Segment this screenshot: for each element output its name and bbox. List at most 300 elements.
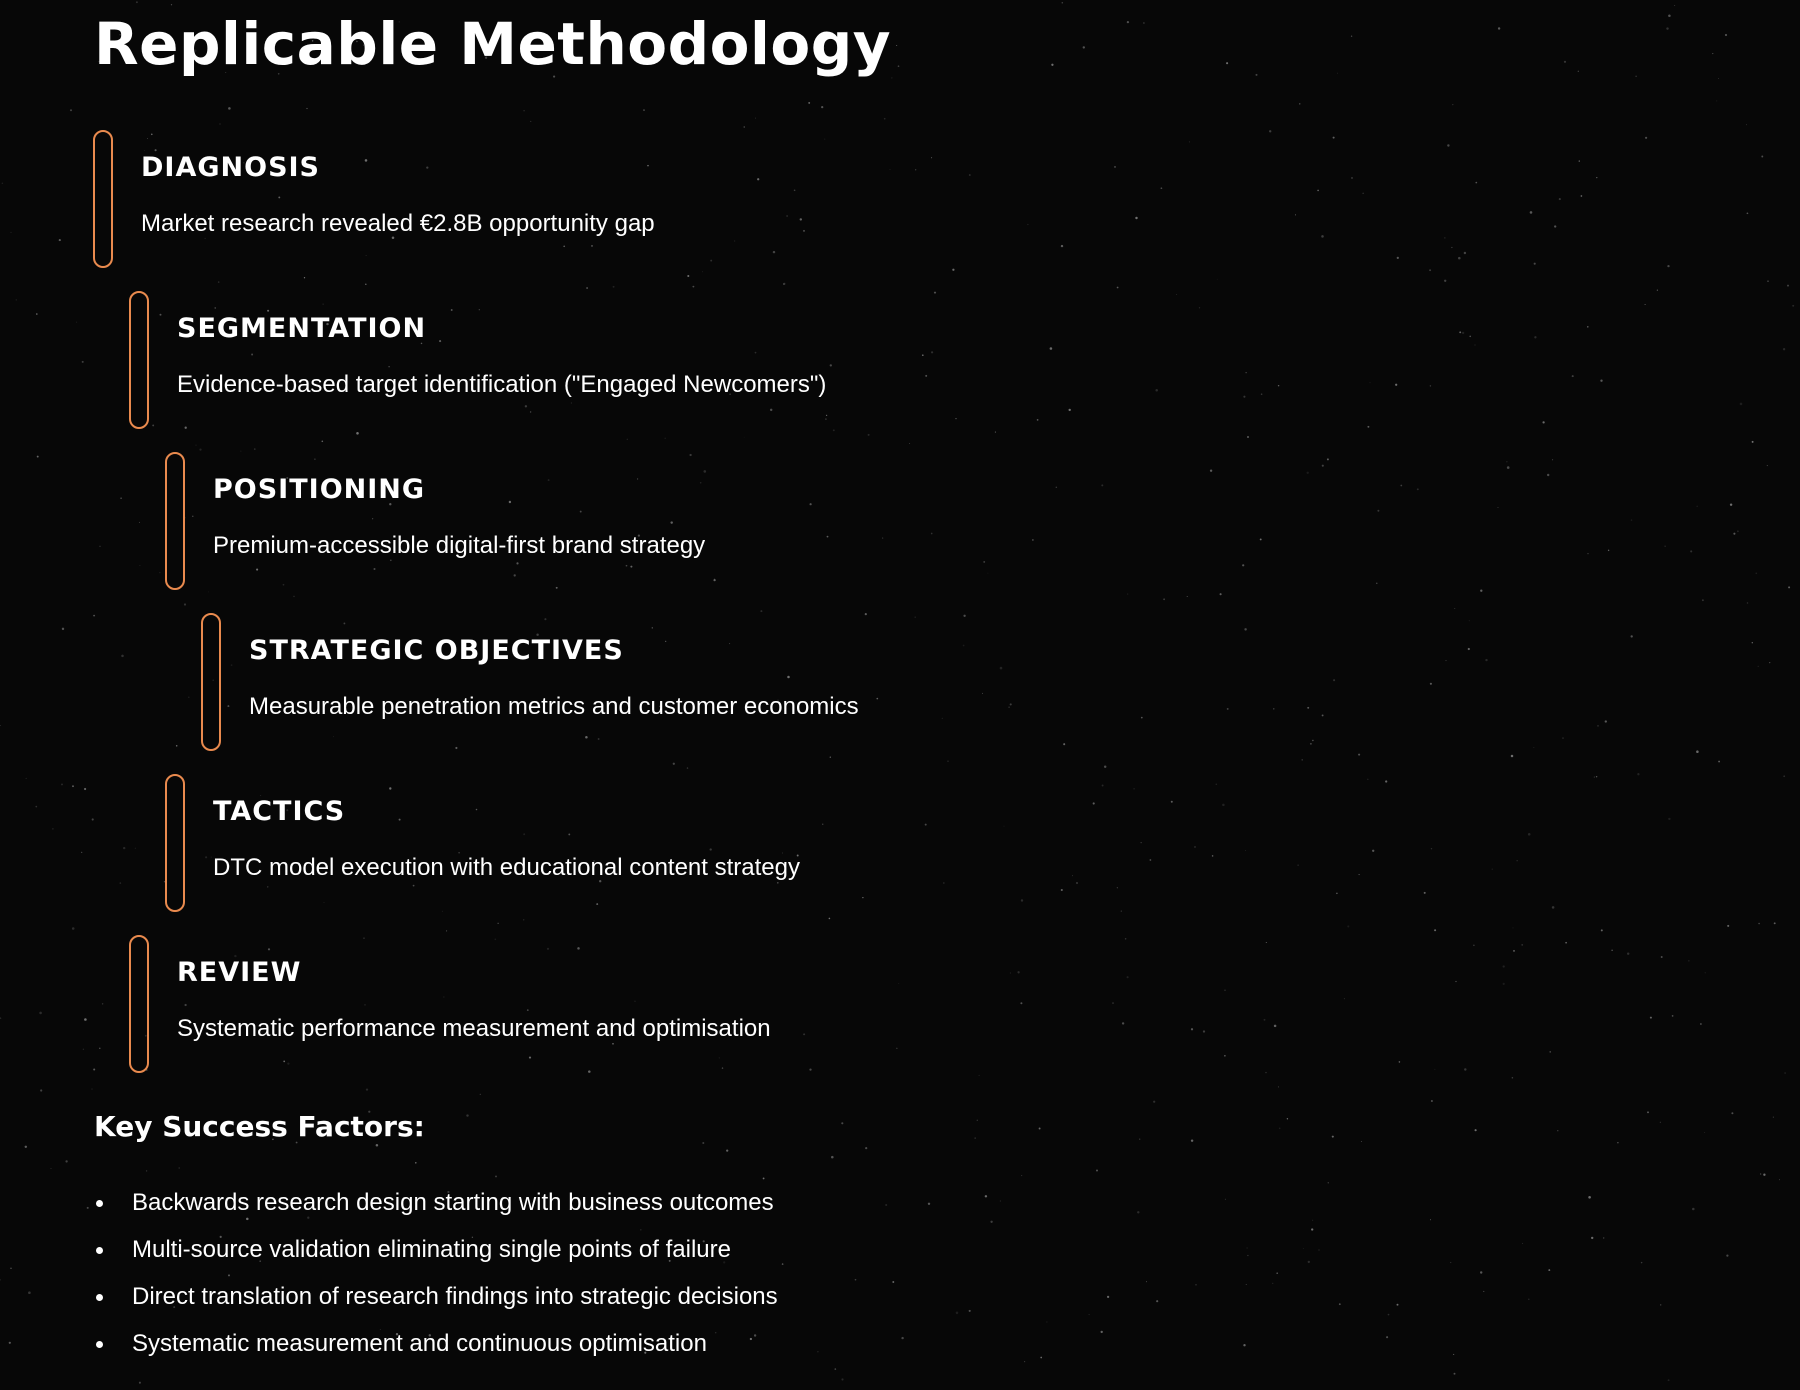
star-dot [826,415,827,416]
star-dot [704,470,707,473]
star-dot [1102,785,1104,787]
star-dot [1534,263,1536,265]
star-dot [1503,983,1505,985]
star-dot [1107,1296,1109,1298]
star-dot [227,705,229,707]
star-dot [1133,788,1135,790]
star-dot [1688,960,1689,961]
star-dot [884,118,886,120]
star-dot [278,196,280,198]
star-dot [898,983,899,984]
star-dot [1278,1086,1279,1087]
star-dot [195,444,196,445]
star-dot [744,126,745,127]
star-dot [293,596,295,598]
star-dot [1377,510,1379,512]
page-title: Replicable Methodology [94,10,892,78]
star-dot [1434,1069,1435,1070]
star-dot [1295,214,1296,215]
star-dot [722,1067,723,1068]
star-dot [83,1049,84,1050]
star-dot [1660,1304,1661,1305]
star-dot [817,1351,818,1352]
star-dot [1195,1284,1197,1286]
star-dot [1547,474,1549,476]
star-dot [1187,596,1188,597]
star-dot [1017,971,1019,973]
star-dot [26,778,27,779]
star-dot [1344,998,1345,999]
star-dot [909,443,910,444]
star-dot [1310,743,1312,745]
star-dot [1255,74,1257,76]
star-dot [892,1281,894,1283]
star-dot [1061,889,1063,891]
star-dot [1303,1248,1304,1249]
star-dot [36,313,38,315]
star-dot [61,783,63,785]
star-dot [152,424,154,426]
list-item-text: Multi-source validation eliminating single points of failure [132,1236,731,1263]
star-dot [841,1122,843,1124]
star-dot [1627,952,1629,954]
star-dot [1705,972,1706,973]
star-dot [1503,965,1505,967]
star-dot [1117,887,1118,888]
star-dot [1243,1344,1245,1346]
star-dot [1692,1208,1695,1211]
star-dot [1347,925,1349,927]
star-dot [755,352,757,354]
star-dot [1611,950,1612,951]
star-dot [783,283,785,285]
star-dot [388,366,389,367]
star-dot [956,1312,959,1315]
star-dot [1307,707,1309,709]
star-dot [363,937,364,938]
star-dot [476,809,478,811]
star-dot [1068,409,1070,411]
star-dot [876,698,878,700]
star-dot [65,1160,67,1162]
star-dot [1417,488,1419,490]
list-item [94,1280,778,1327]
star-dot [81,852,82,853]
star-dot [523,110,524,111]
star-dot [1594,777,1595,778]
star-dot [1454,608,1455,609]
star-dot [1511,755,1514,758]
star-dot [831,1156,834,1159]
star-dot [1578,71,1579,72]
star-dot [1430,385,1431,386]
list-item-text: Direct translation of research findings into strategic decisions [132,1283,778,1310]
star-dot [455,747,457,749]
star-dot [1534,336,1536,338]
star-dot [333,736,334,737]
star-dot [833,429,835,431]
star-dot [1385,780,1387,782]
star-dot [1424,892,1426,894]
star-dot [626,565,628,567]
star-dot [426,166,428,168]
star-dot [1447,144,1449,146]
star-dot [39,1012,42,1015]
star-dot [1395,384,1397,386]
star-dot [634,1000,636,1002]
star-dot [136,1,138,3]
star-dot [1690,550,1692,552]
star-dot [1672,1015,1674,1017]
star-dot [72,785,74,787]
star-dot [862,897,863,898]
star-dot [283,1061,285,1063]
star-dot [977,1120,978,1121]
star-dot [1665,546,1666,547]
star-dot [1024,1361,1025,1362]
star-dot [687,767,688,768]
star-dot [179,1167,180,1168]
star-dot [1156,1300,1158,1302]
star-dot [637,478,638,479]
star-dot [1351,177,1352,178]
star-dot [1127,976,1129,978]
star-dot [898,65,900,67]
star-dot [714,578,715,579]
star-dot [1758,666,1759,667]
star-dot [1647,1111,1649,1113]
star-dot [1667,265,1669,267]
star-dot [287,1062,289,1064]
star-dot [1399,1061,1401,1063]
star-dot [1114,166,1116,168]
star-dot [1661,956,1663,958]
star-dot [947,761,948,762]
star-dot [1319,1250,1320,1251]
star-dot [825,418,827,420]
star-dot [1266,942,1267,943]
star-dot [1372,850,1374,852]
star-dot [16,299,17,300]
star-dot [983,561,985,563]
star-dot [1220,593,1222,595]
star-dot [1397,257,1399,259]
star-dot [1696,750,1699,753]
star-dot [568,833,570,835]
star-dot [1302,759,1303,760]
star-dot [155,149,157,151]
star-dot [1712,53,1713,54]
star-dot [729,643,730,644]
star-dot [439,340,441,342]
step-title: TACTICS [213,796,346,827]
star-dot [652,627,653,628]
star-dot [591,245,593,247]
star-dot [1755,572,1757,574]
star-dot [1226,62,1228,64]
star-dot [1122,1022,1124,1024]
star-dot [1431,1100,1433,1102]
star-dot [1386,1336,1388,1338]
star-dot [1747,212,1749,214]
star-dot [1224,1055,1226,1057]
star-dot [596,903,598,905]
star-dot [1530,211,1533,214]
star-dot [1784,1072,1786,1074]
star-dot [1287,1118,1288,1119]
star-dot [990,1221,992,1223]
star-dot [969,1310,971,1312]
star-dot [931,157,932,158]
star-dot [1469,620,1470,621]
star-dot [1763,1174,1765,1176]
star-dot [72,927,75,930]
star-dot [548,479,550,481]
star-dot [800,218,802,220]
star-dot [530,121,531,122]
bullet-icon [96,1200,103,1207]
star-dot [1769,662,1770,663]
star-dot [1089,1314,1090,1315]
star-dot [1370,382,1371,383]
star-dot [979,1075,980,1076]
star-dot [37,456,39,458]
star-dot [529,1057,531,1059]
star-dot [1430,683,1432,685]
star-dot [1272,1283,1273,1284]
star-dot [92,818,94,820]
star-dot [514,574,516,576]
star-dot [1617,1142,1618,1143]
star-dot [135,848,136,849]
star-dot [1774,922,1776,924]
star-dot [1718,761,1720,763]
star-dot [1322,714,1324,716]
star-dot [1032,539,1033,540]
star-dot [1150,859,1152,861]
star-dot [498,923,499,924]
star-dot [1752,642,1753,643]
star-dot [783,283,785,285]
star-dot [365,159,368,162]
star-dot [1247,1247,1248,1248]
star-dot [254,448,256,450]
star-dot [70,109,72,111]
star-dot [324,902,325,903]
star-dot [366,255,367,256]
star-dot [1605,720,1607,722]
star-dot [1010,703,1012,705]
star-dot [770,409,772,411]
star-dot [1458,257,1461,260]
star-dot [822,824,823,825]
star-dot [323,304,324,305]
star-dot [809,1068,811,1070]
star-dot [256,569,258,571]
star-dot [1462,332,1464,334]
star-dot [121,655,124,658]
star-dot [925,375,927,377]
star-dot [1746,124,1747,125]
star-dot [1702,599,1704,601]
star-dot [803,1033,805,1035]
star-dot [896,45,897,46]
star-dot [1507,466,1510,469]
star-dot [1247,436,1249,438]
star-dot [1534,747,1535,748]
star-dot [509,501,511,503]
star-dot [1444,237,1445,238]
star-dot [890,169,891,170]
star-dot [82,361,84,363]
star-dot [84,1018,87,1021]
star-dot [865,613,867,615]
star-dot [1668,818,1670,820]
star-dot [963,645,965,647]
star-dot [251,354,253,356]
star-dot [1581,195,1583,197]
star-dot [214,307,215,308]
star-dot [1021,1175,1022,1176]
star-dot [1600,380,1602,382]
star-dot [827,536,829,538]
star-dot [1650,1017,1652,1019]
star-dot [786,215,788,217]
star-dot [1430,1219,1431,1220]
star-dot [1579,160,1580,161]
star-dot [1083,46,1085,48]
star-dot [1203,1030,1205,1032]
star-dot [1227,708,1229,710]
star-dot [1608,550,1609,551]
star-dot [1137,1211,1139,1213]
star-dot [1767,465,1768,466]
step-description: Premium-accessible digital-first brand strategy [213,532,706,559]
star-dot [1498,507,1499,508]
star-dot [1141,717,1143,719]
star-dot [1697,506,1698,507]
star-dot [283,584,285,586]
star-dot [1117,287,1119,289]
key-success-factors-list [94,1186,778,1374]
star-dot [995,432,996,433]
star-dot [365,283,367,285]
star-dot [1548,1269,1550,1271]
star-dot [763,1177,765,1179]
star-dot [466,1114,468,1116]
star-dot [1554,225,1556,227]
star-dot [1269,130,1271,132]
star-dot [1788,586,1790,588]
star-dot [1222,804,1225,807]
star-dot [934,292,936,294]
star-dot [1121,911,1122,912]
star-dot [1521,944,1523,946]
star-dot [1453,1354,1454,1355]
star-dot [1332,1136,1334,1138]
star-dot [830,757,831,758]
star-dot [1450,1262,1451,1263]
star-dot [1718,78,1719,79]
star-dot [1312,740,1313,741]
star-dot [373,568,375,570]
star-dot [188,697,189,698]
star-dot [1637,773,1639,775]
star-dot [1163,598,1165,600]
star-dot [692,286,694,288]
star-dot [1027,224,1028,225]
star-dot [547,948,549,950]
star-dot [1010,972,1011,973]
star-dot [1760,1173,1761,1174]
star-dot [1552,906,1555,909]
star-dot [2,182,4,184]
star-dot [585,736,588,739]
star-dot [673,763,675,765]
star-dot [829,918,831,920]
star-dot [314,458,316,460]
star-dot [1513,927,1514,928]
star-dot [1072,875,1073,876]
star-dot [176,745,178,747]
star-dot [794,189,796,191]
star-dot [1216,783,1218,785]
star-dot [586,287,588,289]
star-dot [184,1004,186,1006]
star-dot [810,503,812,505]
star-dot [1297,864,1298,865]
star-dot [1475,1129,1477,1131]
star-dot [1127,21,1129,23]
star-dot [91,1089,92,1090]
key-success-factors-heading: Key Success Factors: [94,1110,425,1143]
star-dot [220,124,221,125]
star-dot [1498,27,1500,29]
star-dot [1199,307,1200,308]
star-dot [1171,801,1173,803]
star-dot [643,109,644,110]
star-dot [84,788,86,790]
star-dot [885,1204,887,1206]
step-title: SEGMENTATION [177,313,427,344]
bullet-icon [96,1247,103,1254]
step-description: DTC model execution with educational content strategy [213,854,800,881]
star-dot [760,610,762,612]
star-dot [1243,396,1245,398]
star-dot [192,516,193,517]
star-dot [1328,1182,1329,1183]
star-dot [530,411,531,412]
star-dot [51,1168,52,1169]
star-dot [1397,1304,1399,1306]
star-dot [755,118,756,119]
star-dot [1645,137,1647,139]
star-dot [59,239,61,241]
star-dot [93,615,95,617]
step-title: STRATEGIC OBJECTIVES [249,635,624,666]
star-dot [1260,538,1262,540]
star-dot [139,1382,141,1384]
star-dot [1101,1331,1103,1333]
list-item [94,1233,778,1280]
star-dot [1758,923,1760,925]
star-dot [76,322,77,323]
star-dot [588,1070,591,1073]
star-dot [1459,331,1461,333]
star-dot [52,828,53,829]
star-dot [1004,826,1005,827]
star-dot [228,107,231,110]
